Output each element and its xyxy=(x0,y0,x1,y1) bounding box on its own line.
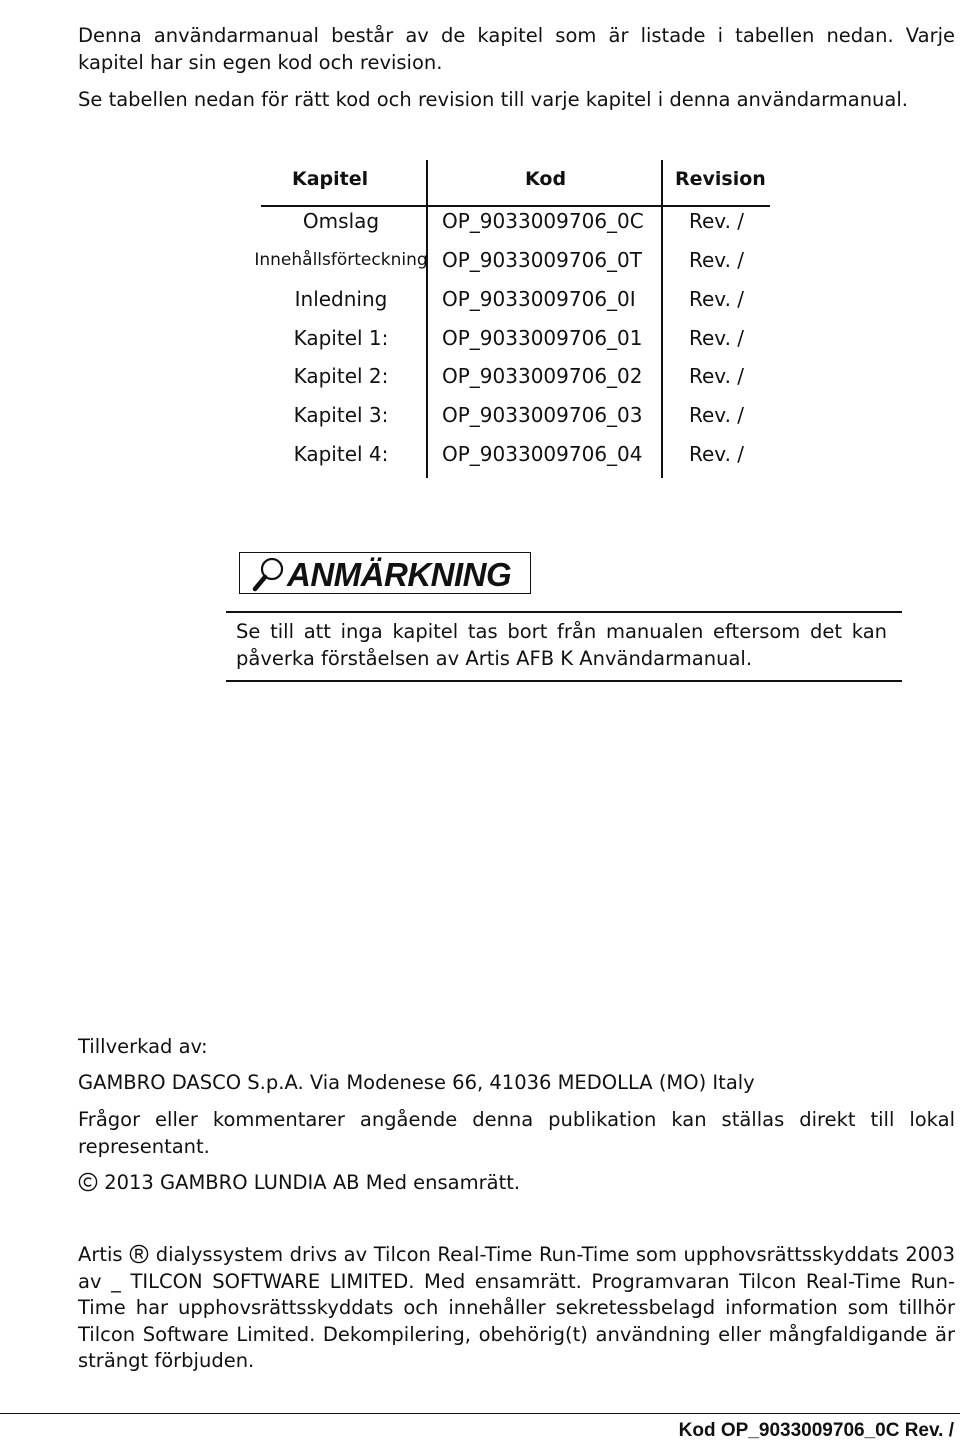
cell-revision: Rev. / xyxy=(689,403,745,427)
header-code: Kod xyxy=(525,168,567,190)
header-revision: Revision xyxy=(675,168,766,190)
magnifier-icon xyxy=(252,556,286,592)
copyright-text: 2013 GAMBRO LUNDIA AB Med ensamrätt. xyxy=(104,1171,521,1194)
brand-name: Artis xyxy=(78,1243,123,1266)
cell-chapter: Kapitel 1: xyxy=(293,326,389,350)
software-text: dialyssystem drivs av Tilcon Real-Time Run-Time som upphovsrättsskyddats 2003 av _ TILCON SOFTWARE LIMITED. Med ensamrätt. Programvaran Tilcon Real-Time Run-Time har upphovsrättsskyddats och innehåller sekretessbelagd information som tillhör Tilcon Software Limited. Dekompilering, obehörig(t) användning eller mångfaldigande är strängt förbjuden. xyxy=(78,1243,956,1372)
manufacturer-label: Tillverkad av: xyxy=(78,1035,208,1058)
note-bottom-rule xyxy=(226,680,902,682)
cell-code: OP_9033009706_0I xyxy=(442,287,636,311)
cell-code: OP_9033009706_0C xyxy=(442,209,644,233)
manufacturer-address: GAMBRO DASCO S.p.A. Via Modenese 66, 41036 MEDOLLA (MO) Italy xyxy=(78,1071,755,1094)
registered-icon xyxy=(129,1244,149,1264)
cell-chapter: Kapitel 2: xyxy=(293,364,389,388)
note-text: Se till att inga kapitel tas bort från manualen eftersom det kan påverka förståelsen av Artis AFB K Användarmanual. xyxy=(236,620,887,670)
cell-chapter: Kapitel 3: xyxy=(293,403,389,427)
software-paragraph xyxy=(78,1242,955,1375)
cell-code: OP_9033009706_0T xyxy=(442,248,642,272)
cell-revision: Rev. / xyxy=(689,287,745,311)
table-divider-1 xyxy=(426,160,428,478)
cell-revision: Rev. / xyxy=(689,364,745,388)
header-chapter: Kapitel xyxy=(292,168,369,190)
intro-instruction: Se tabellen nedan för rätt kod och revision till varje kapitel i denna användarmanual. xyxy=(78,88,908,111)
copyright-icon xyxy=(78,1172,98,1192)
table-header-rule xyxy=(261,205,770,207)
footer-document-code: Kod OP_9033009706_0C Rev. / xyxy=(678,1420,954,1441)
table-divider-2 xyxy=(661,160,663,478)
cell-code: OP_9033009706_03 xyxy=(442,403,643,427)
cell-code: OP_9033009706_02 xyxy=(442,364,643,388)
cell-code: OP_9033009706_01 xyxy=(442,326,643,350)
cell-chapter: Inledning xyxy=(294,287,388,311)
cell-chapter: Kapitel 4: xyxy=(293,442,389,466)
note-title: ANMÄRKNING xyxy=(287,556,512,593)
questions-paragraph: Frågor eller kommentarer angående denna publikation kan ställas direkt till lokal representant. xyxy=(78,1108,955,1158)
cell-chapter: Omslag xyxy=(302,209,380,233)
cell-revision: Rev. / xyxy=(689,209,745,233)
cell-code: OP_9033009706_04 xyxy=(442,442,643,466)
cell-chapter: Innehållsförteckning xyxy=(254,250,428,270)
cell-revision: Rev. / xyxy=(689,326,745,350)
footer-rule xyxy=(0,1413,960,1414)
cell-revision: Rev. / xyxy=(689,442,745,466)
intro-paragraph: Denna användarmanual består av de kapitel som är listade i tabellen nedan. Varje kapitel har sin egen kod och revision. xyxy=(78,24,955,74)
note-top-rule xyxy=(226,611,902,613)
copyright-line xyxy=(78,1170,520,1196)
cell-revision: Rev. / xyxy=(689,248,745,272)
